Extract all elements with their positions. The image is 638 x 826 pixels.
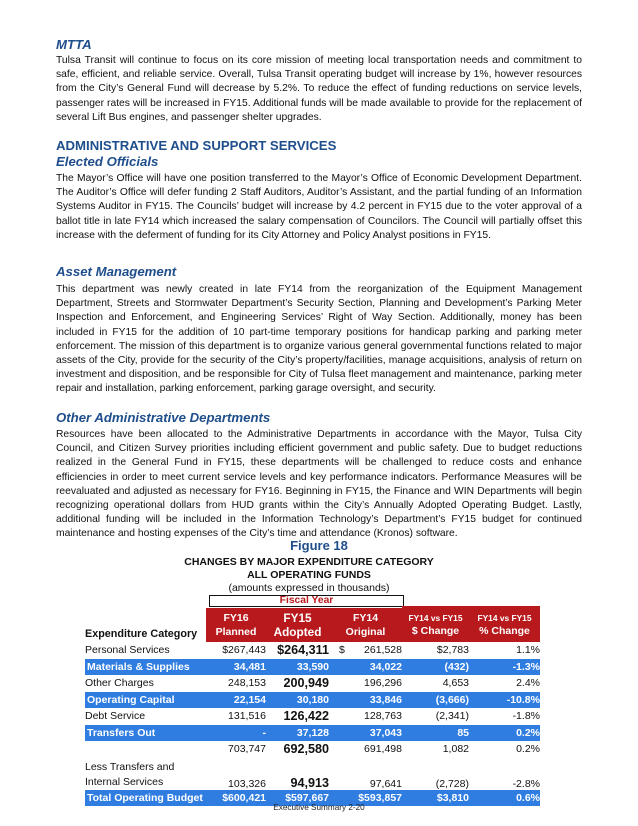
section-heading-mtta: MTTA [56,37,92,52]
section-body-asset-management: This department was newly created in late FY14 from the reorganization of the Equipment Management Department, Streets and Stormwater Department’s Security Section, Planning and Development’s Parking Meter Inspection and Enforcement, and Engineering Services’ Right of Way Section. Additionally, money has been included in FY15 for the addition of 10 part-time temporary positions for handicap parking and parking meter enforcement. The mission of this department is to organize various general governmental functions related to major assets of the City, provide for the security of the City’s property/facilities, manage acquisitions, analysis of return on investment and disposition, and be responsible for City of Tulsa fleet management and maintenance, parking meter repair and installation, parking enforcement, parking garage oversight, and security. [56,284,582,395]
cell-fy14: 37,043 [369,726,402,739]
cell-percent-change: 0.2% [516,743,540,756]
section-body-mtta: Tulsa Transit will continue to focus on its core mission of meeting local transportation needs and commitment to safe, efficient, and reliable service. Overall, Tulsa Transit operating budget will increase by 1%, however resources from the City’s General Fund will decrease by 5.2%. To reduce the effect of funding reductions on service levels, passenger rates will be increased in FY15. Additional funds will be made available to provide for the replacement of several Lift Bus engines, and passenger shelter upgrades. [56,55,582,123]
expenditure-table [85,608,540,806]
cell-fy16: 103,326 [228,777,266,790]
section-heading-asset-management: Asset Management [56,264,177,279]
cell-percent-change: 1.1% [516,644,540,657]
cell-fy14: 196,296 [364,677,402,690]
cell-category-line1: Less Transfers and [85,760,175,773]
cell-percent-change: -1.3% [512,660,540,673]
cell-category: Personal Services [85,644,170,657]
column-header-category: Expenditure Category [85,628,198,640]
cell-fy14 [329,644,402,656]
cell-category: Operating Capital [87,693,175,706]
section-heading-admin: ADMINISTRATIVE AND SUPPORT SERVICES [56,138,337,153]
cell-fy14: $593,857 [358,791,402,804]
figure-number: Figure 18 [290,538,348,553]
cell-fy14-currency: $ [339,644,345,657]
column-header-fy15 [266,608,329,642]
cell-fy15: 37,128 [296,726,329,739]
section-body-other-admin: Resources have been allocated to the Administrative Departments in accordance with the Mayor, Tulsa City Council, and Citizen Survey priorities including efficient government and public safety. Due to budget reductions realized in the General Fund in FY15, these departments will be challenged to reduce costs and enhance efficiencies in order to meet current service levels and key performance indicators. Performance Measures will be reevaluated and adjusted as necessary for FY16. Beginning in FY15, the Finance and WIN Departments will begin recognizing operational dollars from HUD grants within the City’s Annually Adopted Operating Budget. Lastly, additional funding will be included in the Information Technology’s Department’s FY15 budget for continued maintenance and hosting expenses of the City’s time and attendance (Kronos) software. [56,429,582,540]
cell-category: Materials & Supplies [87,660,190,673]
cell-fy16: $600,421 [222,791,266,804]
cell-dollar-change: $2,783 [436,644,469,657]
column-header-line1: FY14 vs FY15 [408,613,463,623]
cell-fy15: 33,590 [296,660,329,673]
cell-dollar-change: 85 [457,726,469,739]
figure-title-line1: CHANGES BY MAJOR EXPENDITURE CATEGORY [184,556,434,568]
cell-percent-change: 2.4% [516,677,540,690]
cell-category: Other Charges [85,677,154,690]
cell-fy16: 22,154 [233,693,266,706]
column-header-line2: % Change [479,625,530,637]
cell-fy16: 34,481 [233,660,266,673]
cell-fy15: $597,667 [285,791,329,804]
cell-fy15: 126,422 [283,709,329,724]
cell-percent-change: -2.8% [512,777,540,790]
cell-dollar-change: (2,341) [435,710,469,723]
cell-percent-change: -1.8% [512,710,540,723]
column-header-line2: Adopted [273,625,322,639]
column-header-fy16 [206,608,266,642]
table-row [85,741,540,758]
column-header-line1: FY14 [352,612,379,624]
cell-fy16: - [262,726,266,739]
column-header-line2: $ Change [411,625,460,637]
cell-dollar-change: (3,666) [435,693,469,706]
table-header-row [85,608,540,642]
section-heading-elected-officials: Elected Officials [56,154,159,169]
table-row [85,642,540,659]
cell-percent-change: 0.6% [516,791,540,804]
cell-dollar-change: 4,653 [442,677,469,690]
cell-dollar-change: $3,810 [436,791,469,804]
table-row [85,659,540,676]
section-heading-other-admin: Other Administrative Departments [56,410,271,425]
cell-fy15: 200,949 [283,676,329,691]
cell-fy14: 33,846 [369,693,402,706]
cell-category: Total Operating Budget [87,791,203,804]
cell-fy16: 703,747 [228,743,266,756]
cell-fy15: $264,311 [277,643,329,658]
cell-category [85,760,206,790]
fiscal-year-header: Fiscal Year [209,595,404,607]
figure-title-line2: ALL OPERATING FUNDS [247,569,371,581]
table-row [85,725,540,742]
column-header-line2: Planned [215,626,257,638]
table-row [85,758,540,790]
figure-subtitle: (amounts expressed in thousands) [228,582,390,594]
column-header-line2: Original [345,626,386,638]
table-row [85,708,540,725]
cell-percent-change: -10.8% [506,693,540,706]
cell-percent-change: 0.2% [516,726,540,739]
column-header-line1: FY15 [283,611,312,625]
cell-fy14: 97,641 [369,777,402,790]
cell-fy15: 30,180 [296,693,329,706]
cell-fy16: $267,443 [222,644,266,657]
cell-fy16: 131,516 [228,710,266,723]
cell-category-line2: Internal Services [85,775,164,788]
cell-fy14: 128,763 [364,710,402,723]
column-header-line1: FY16 [223,612,249,624]
column-header-dollar-change [402,608,469,642]
cell-fy14: 691,498 [364,743,402,756]
cell-dollar-change: (2,728) [435,777,469,790]
cell-fy15: 94,913 [290,775,329,790]
column-header-line1: FY14 vs FY15 [477,613,532,623]
cell-dollar-change: (432) [444,660,469,673]
cell-fy14: 34,022 [369,660,402,673]
cell-category: Transfers Out [87,726,156,739]
column-header-fy14 [329,608,402,642]
column-header-percent-change [469,608,540,642]
table-body [85,642,540,806]
table-row [85,675,540,692]
cell-fy16: 248,153 [228,677,266,690]
cell-category: Debt Service [85,710,146,723]
table-row [85,692,540,709]
cell-fy14-value: 261,528 [364,644,402,657]
cell-fy15: 692,580 [283,742,329,757]
section-body-elected-officials: The Mayor’s Office will have one position transferred to the Mayor’s Office of Economic Development Department. The Auditor’s Office will defer funding 2 Staff Auditors, Auditor’s Assistant, and the partial funding of an Information Systems Auditor in FY15. The Councils’ budget will increase by 4.2 percent in FY15 due to the voter approval of a ballot title in late FY14 which increased the salary compensation of Councilors. The Council will partially offset this increase with the deferment of funding for its City Attorney and Policy Analyst positions in FY15. [56,173,582,241]
cell-dollar-change: 1,082 [442,743,469,756]
page-footer: Executive Summary 2-20 [273,803,365,812]
